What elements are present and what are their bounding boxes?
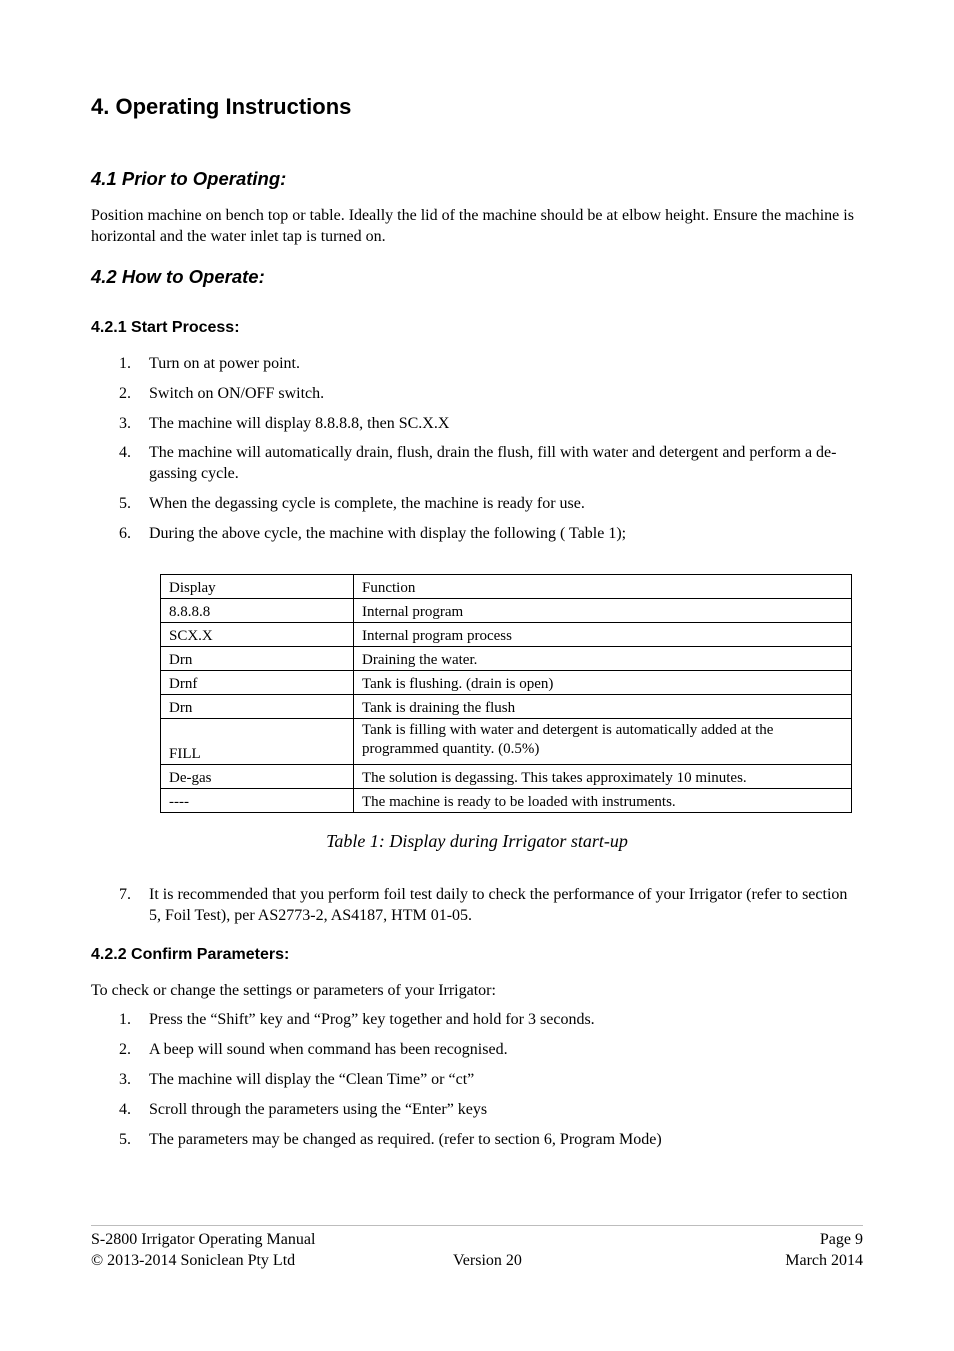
confirm-intro: To check or change the settings or parameters of your Irrigator: <box>91 982 496 999</box>
list-item-number: 1. <box>119 1011 131 1028</box>
table-header-cell: Display <box>161 575 354 599</box>
list-item-text: During the above cycle, the machine with display the following ( Table 1); <box>149 525 627 542</box>
list-item-number: 3. <box>119 1071 131 1088</box>
list-item-number: 5. <box>119 1131 131 1148</box>
list-item-text: The machine will automatically drain, flush, drain the flush, fill with water and detergent and perform a de-gassing cycle. <box>149 444 837 482</box>
section-4-2-heading: 4.2 How to Operate: <box>91 266 265 287</box>
footer-manual-title: S-2800 Irrigator Operating Manual <box>91 1231 316 1248</box>
section-4-1-heading: 4.1 Prior to Operating: <box>91 168 287 189</box>
list-item-text: Scroll through the parameters using the “Enter” keys <box>149 1101 488 1118</box>
list-item-number: 1. <box>119 355 131 372</box>
list-item-text: Switch on ON/OFF switch. <box>149 385 325 402</box>
table-cell: The machine is ready to be loaded with instruments. <box>354 789 852 813</box>
table-header-cell: Function <box>354 575 852 599</box>
table-row <box>161 599 852 623</box>
table-cell: Tank is filling with water and detergent is automatically added at the programmed quantity. (0.5%) <box>354 719 852 765</box>
table-caption: Table 1: Display during Irrigator start-up <box>326 831 628 851</box>
footer-copyright: © 2013-2014 Soniclean Pty Ltd <box>91 1252 296 1269</box>
list-item-number: 3. <box>119 415 131 432</box>
table-cell: Drn <box>161 647 354 671</box>
list-item-number: 2. <box>119 1041 131 1058</box>
table-cell: The solution is degassing. This takes approximately 10 minutes. <box>354 765 852 789</box>
display-table <box>160 574 852 813</box>
table-row <box>161 695 852 719</box>
section-4-2-1-heading: 4.2.1 Start Process: <box>91 319 240 336</box>
table-cell: SCX.X <box>161 623 354 647</box>
list-item-number: 6. <box>119 525 131 542</box>
table-cell: Tank is draining the flush <box>354 695 852 719</box>
chapter-heading: 4. Operating Instructions <box>91 94 352 119</box>
section-4-2-2-heading: 4.2.2 Confirm Parameters: <box>91 946 290 963</box>
table-row <box>161 719 852 765</box>
footer-date: March 2014 <box>785 1252 863 1269</box>
list-item-text: Press the “Shift” key and “Prog” key together and hold for 3 seconds. <box>149 1011 595 1028</box>
footer-page-number: Page 9 <box>819 1231 863 1248</box>
page-footer <box>91 1225 863 1271</box>
table-row <box>161 647 852 671</box>
table-cell: Drnf <box>161 671 354 695</box>
table-cell: Drn <box>161 695 354 719</box>
table-cell: 8.8.8.8 <box>161 599 354 623</box>
list-item-text: When the degassing cycle is complete, the machine is ready for use. <box>149 495 585 512</box>
table-row <box>161 765 852 789</box>
table-row <box>161 789 852 813</box>
footer-version: Version 20 <box>453 1252 522 1269</box>
table-row <box>161 671 852 695</box>
list-item-number: 4. <box>119 1101 131 1118</box>
list-item-text: The parameters may be changed as required. (refer to section 6, Program Mode) <box>149 1131 662 1148</box>
table-row <box>161 623 852 647</box>
table-cell: Tank is flushing. (drain is open) <box>354 671 852 695</box>
list-item-text: Turn on at power point. <box>149 355 300 372</box>
table-cell: ---- <box>161 789 354 813</box>
list-item-text: The machine will display the “Clean Time” or “ct” <box>149 1071 475 1088</box>
table-cell: De-gas <box>161 765 354 789</box>
section-4-1-paragraph: Position machine on bench top or table. Ideally the lid of the machine should be at elbow height. Ensure the machine is horizontal and the water inlet tap is turned on. <box>91 207 854 245</box>
table-header-row <box>161 575 852 599</box>
list-item-number: 7. <box>119 886 131 903</box>
list-item-number: 5. <box>119 495 131 512</box>
list-item-number: 4. <box>119 444 131 461</box>
table-cell: Internal program <box>354 599 852 623</box>
table-cell: Draining the water. <box>354 647 852 671</box>
table-cell: Internal program process <box>354 623 852 647</box>
list-item-text: It is recommended that you perform foil test daily to check the performance of your Irrigator (refer to section 5, Foil Test), per AS2773-2, AS4187, HTM 01-05. <box>149 886 848 924</box>
table-cell: FILL <box>161 719 354 765</box>
list-item-text: The machine will display 8.8.8.8, then SC.X.X <box>149 415 450 432</box>
list-item-number: 2. <box>119 385 131 402</box>
list-item-text: A beep will sound when command has been recognised. <box>149 1041 508 1058</box>
